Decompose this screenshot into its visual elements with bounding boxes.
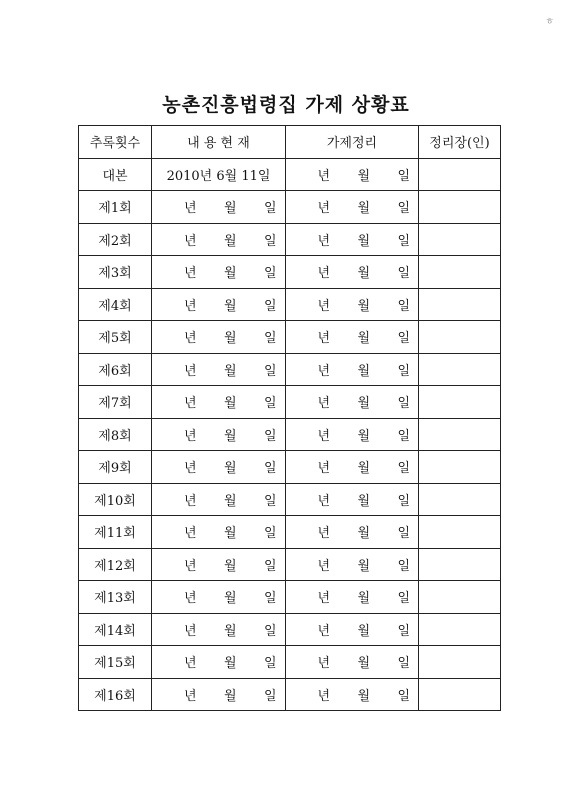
date-unit-month: 월 xyxy=(357,168,370,184)
date-blank xyxy=(152,360,285,379)
date-unit-day: 일 xyxy=(263,526,277,542)
signer-cell xyxy=(419,613,501,646)
table-row xyxy=(79,288,501,321)
content-date xyxy=(152,191,286,224)
date-unit-year: 년 xyxy=(317,298,330,314)
date-unit-day: 일 xyxy=(397,331,410,347)
date-unit-month: 월 xyxy=(223,526,237,542)
date-unit-year: 년 xyxy=(183,493,197,509)
date-unit-month: 월 xyxy=(223,396,237,412)
table-body xyxy=(79,158,501,711)
date-blank xyxy=(152,425,285,444)
date-unit-month: 월 xyxy=(357,298,370,314)
date-blank xyxy=(286,425,418,444)
content-date xyxy=(152,678,286,711)
date-blank xyxy=(286,295,418,314)
supplement-status-table xyxy=(78,125,501,711)
insert-date xyxy=(286,418,419,451)
date-unit-year: 년 xyxy=(183,201,197,217)
date-unit-day: 일 xyxy=(263,298,277,314)
table-header-row xyxy=(79,126,501,159)
date-unit-year: 년 xyxy=(317,526,330,542)
date-unit-day: 일 xyxy=(397,201,410,217)
date-unit-month: 월 xyxy=(357,266,370,282)
signer-cell xyxy=(419,353,501,386)
row-label: 제7회 xyxy=(79,386,152,419)
insert-date xyxy=(286,678,419,711)
table-row xyxy=(79,223,501,256)
date-unit-year: 년 xyxy=(317,331,330,347)
date-unit-day: 일 xyxy=(263,493,277,509)
date-blank xyxy=(286,230,418,249)
date-unit-year: 년 xyxy=(317,201,330,217)
table-row xyxy=(79,158,501,191)
date-unit-day: 일 xyxy=(263,396,277,412)
date-unit-month: 월 xyxy=(223,428,237,444)
date-unit-month: 월 xyxy=(223,363,237,379)
date-unit-day: 일 xyxy=(263,233,277,249)
date-unit-year: 년 xyxy=(183,298,197,314)
date-unit-year: 년 xyxy=(317,493,330,509)
row-label: 제5회 xyxy=(79,321,152,354)
row-label: 제1회 xyxy=(79,191,152,224)
insert-date xyxy=(286,386,419,419)
date-unit-day: 일 xyxy=(397,526,410,542)
table-row xyxy=(79,613,501,646)
content-date xyxy=(152,288,286,321)
date-unit-day: 일 xyxy=(397,493,410,509)
date-unit-month: 월 xyxy=(357,201,370,217)
date-unit-month: 월 xyxy=(357,688,370,704)
date-blank xyxy=(152,685,285,704)
table-row xyxy=(79,581,501,614)
signer-cell xyxy=(419,321,501,354)
page-title: 농촌진흥법령집 가제 상황표 xyxy=(162,94,410,116)
date-unit-day: 일 xyxy=(263,688,277,704)
insert-date xyxy=(286,223,419,256)
insert-date xyxy=(286,548,419,581)
content-date xyxy=(152,353,286,386)
date-unit-day: 일 xyxy=(397,168,410,184)
header-content: 내 용 현 재 xyxy=(152,126,286,159)
date-blank xyxy=(286,620,418,639)
date-unit-year: 년 xyxy=(183,558,197,574)
table-row xyxy=(79,548,501,581)
date-unit-day: 일 xyxy=(397,656,410,672)
signer-cell xyxy=(419,548,501,581)
date-unit-year: 년 xyxy=(317,591,330,607)
date-blank xyxy=(286,490,418,509)
date-unit-month: 월 xyxy=(223,623,237,639)
table-row xyxy=(79,256,501,289)
insert-date xyxy=(286,451,419,484)
insert-date xyxy=(286,483,419,516)
date-unit-year: 년 xyxy=(183,591,197,607)
content-date xyxy=(152,581,286,614)
date-unit-year: 년 xyxy=(317,688,330,704)
table-row xyxy=(79,418,501,451)
date-unit-day: 일 xyxy=(397,266,410,282)
header-insert: 가제정리 xyxy=(286,126,419,159)
date-blank xyxy=(286,587,418,606)
date-unit-month: 월 xyxy=(357,396,370,412)
insert-date xyxy=(286,353,419,386)
insert-date xyxy=(286,321,419,354)
date-unit-day: 일 xyxy=(397,233,410,249)
row-label: 제13회 xyxy=(79,581,152,614)
date-unit-month: 월 xyxy=(223,461,237,477)
date-unit-day: 일 xyxy=(397,298,410,314)
date-unit-month: 월 xyxy=(223,233,237,249)
date-unit-year: 년 xyxy=(317,266,330,282)
date-blank xyxy=(286,197,418,216)
date-blank xyxy=(286,685,418,704)
signer-cell xyxy=(419,451,501,484)
date-unit-year: 년 xyxy=(183,623,197,639)
date-blank xyxy=(152,457,285,476)
date-unit-year: 년 xyxy=(317,656,330,672)
date-blank xyxy=(152,327,285,346)
date-unit-day: 일 xyxy=(397,591,410,607)
date-blank xyxy=(152,230,285,249)
date-blank xyxy=(152,522,285,541)
date-unit-year: 년 xyxy=(183,688,197,704)
date-blank xyxy=(152,295,285,314)
content-date xyxy=(152,548,286,581)
table-row xyxy=(79,321,501,354)
date-unit-month: 월 xyxy=(223,201,237,217)
date-unit-month: 월 xyxy=(223,591,237,607)
date-unit-day: 일 xyxy=(263,428,277,444)
row-label: 제15회 xyxy=(79,646,152,679)
date-blank xyxy=(286,555,418,574)
content-date xyxy=(152,386,286,419)
insert-date xyxy=(286,516,419,549)
date-blank xyxy=(152,197,285,216)
signer-cell xyxy=(419,256,501,289)
date-unit-day: 일 xyxy=(263,591,277,607)
date-unit-month: 월 xyxy=(357,363,370,379)
signer-cell xyxy=(419,483,501,516)
signer-cell xyxy=(419,516,501,549)
content-date xyxy=(152,516,286,549)
date-unit-month: 월 xyxy=(223,266,237,282)
insert-date xyxy=(286,158,419,191)
content-date xyxy=(152,483,286,516)
date-blank xyxy=(152,490,285,509)
signer-cell xyxy=(419,678,501,711)
date-blank xyxy=(152,392,285,411)
date-unit-month: 월 xyxy=(223,331,237,347)
row-label: 대본 xyxy=(79,158,152,191)
date-unit-month: 월 xyxy=(357,233,370,249)
insert-date xyxy=(286,613,419,646)
content-date xyxy=(152,613,286,646)
row-label: 제2회 xyxy=(79,223,152,256)
date-unit-month: 월 xyxy=(223,656,237,672)
date-unit-day: 일 xyxy=(397,558,410,574)
row-label: 제6회 xyxy=(79,353,152,386)
table-row xyxy=(79,516,501,549)
content-date: 2010년 6월 11일 xyxy=(152,158,286,191)
date-blank xyxy=(152,652,285,671)
signer-cell xyxy=(419,418,501,451)
date-unit-month: 월 xyxy=(357,591,370,607)
date-unit-month: 월 xyxy=(357,428,370,444)
date-blank xyxy=(152,620,285,639)
date-unit-day: 일 xyxy=(397,428,410,444)
date-unit-year: 년 xyxy=(183,461,197,477)
content-date xyxy=(152,418,286,451)
row-label: 제12회 xyxy=(79,548,152,581)
insert-date xyxy=(286,288,419,321)
date-unit-year: 년 xyxy=(183,331,197,347)
content-date xyxy=(152,223,286,256)
date-unit-day: 일 xyxy=(263,656,277,672)
date-unit-month: 월 xyxy=(223,558,237,574)
date-unit-year: 년 xyxy=(317,168,330,184)
date-blank xyxy=(286,392,418,411)
date-unit-year: 년 xyxy=(183,656,197,672)
signer-cell xyxy=(419,581,501,614)
date-unit-month: 월 xyxy=(357,461,370,477)
header-count: 추록횟수 xyxy=(79,126,152,159)
date-blank xyxy=(286,457,418,476)
date-blank xyxy=(286,262,418,281)
date-unit-day: 일 xyxy=(263,363,277,379)
date-unit-month: 월 xyxy=(223,688,237,704)
signer-cell xyxy=(419,223,501,256)
date-blank xyxy=(152,555,285,574)
row-label: 제10회 xyxy=(79,483,152,516)
date-blank xyxy=(286,327,418,346)
date-unit-day: 일 xyxy=(397,688,410,704)
date-unit-year: 년 xyxy=(183,233,197,249)
date-blank xyxy=(152,262,285,281)
date-unit-day: 일 xyxy=(397,623,410,639)
date-blank xyxy=(286,652,418,671)
date-unit-day: 일 xyxy=(263,623,277,639)
date-unit-day: 일 xyxy=(397,461,410,477)
table-row xyxy=(79,678,501,711)
row-label: 제8회 xyxy=(79,418,152,451)
date-unit-year: 년 xyxy=(317,623,330,639)
date-unit-year: 년 xyxy=(183,396,197,412)
date-unit-day: 일 xyxy=(263,266,277,282)
date-unit-month: 월 xyxy=(357,623,370,639)
table-row xyxy=(79,353,501,386)
date-unit-day: 일 xyxy=(397,396,410,412)
date-unit-month: 월 xyxy=(357,526,370,542)
row-label: 제4회 xyxy=(79,288,152,321)
date-unit-year: 년 xyxy=(317,363,330,379)
signer-cell xyxy=(419,386,501,419)
row-label: 제3회 xyxy=(79,256,152,289)
date-unit-day: 일 xyxy=(263,461,277,477)
table-row xyxy=(79,191,501,224)
insert-date xyxy=(286,581,419,614)
insert-date xyxy=(286,256,419,289)
signer-cell xyxy=(419,158,501,191)
table-row xyxy=(79,386,501,419)
date-unit-month: 월 xyxy=(223,493,237,509)
date-blank xyxy=(286,165,418,184)
content-date xyxy=(152,256,286,289)
date-unit-day: 일 xyxy=(263,331,277,347)
signer-cell xyxy=(419,191,501,224)
date-unit-year: 년 xyxy=(183,266,197,282)
date-unit-day: 일 xyxy=(263,201,277,217)
date-unit-year: 년 xyxy=(183,428,197,444)
header-signer: 정리장(인) xyxy=(419,126,501,159)
signer-cell xyxy=(419,288,501,321)
row-label: 제14회 xyxy=(79,613,152,646)
table-row xyxy=(79,451,501,484)
date-unit-year: 년 xyxy=(183,363,197,379)
date-unit-month: 월 xyxy=(357,558,370,574)
content-date xyxy=(152,646,286,679)
date-unit-year: 년 xyxy=(317,233,330,249)
date-unit-month: 월 xyxy=(357,331,370,347)
date-blank xyxy=(286,360,418,379)
date-unit-year: 년 xyxy=(317,428,330,444)
date-unit-year: 년 xyxy=(317,558,330,574)
corner-mark: ㅎ xyxy=(545,17,554,27)
date-unit-year: 년 xyxy=(317,461,330,477)
date-blank xyxy=(286,522,418,541)
date-unit-year: 년 xyxy=(183,526,197,542)
date-unit-month: 월 xyxy=(357,656,370,672)
date-unit-day: 일 xyxy=(397,363,410,379)
date-unit-year: 년 xyxy=(317,396,330,412)
date-unit-day: 일 xyxy=(263,558,277,574)
insert-date xyxy=(286,646,419,679)
row-label: 제11회 xyxy=(79,516,152,549)
insert-date xyxy=(286,191,419,224)
content-date xyxy=(152,321,286,354)
table-row xyxy=(79,483,501,516)
date-unit-month: 월 xyxy=(223,298,237,314)
table-row xyxy=(79,646,501,679)
row-label: 제9회 xyxy=(79,451,152,484)
signer-cell xyxy=(419,646,501,679)
content-date xyxy=(152,451,286,484)
row-label: 제16회 xyxy=(79,678,152,711)
date-unit-month: 월 xyxy=(357,493,370,509)
date-blank xyxy=(152,587,285,606)
